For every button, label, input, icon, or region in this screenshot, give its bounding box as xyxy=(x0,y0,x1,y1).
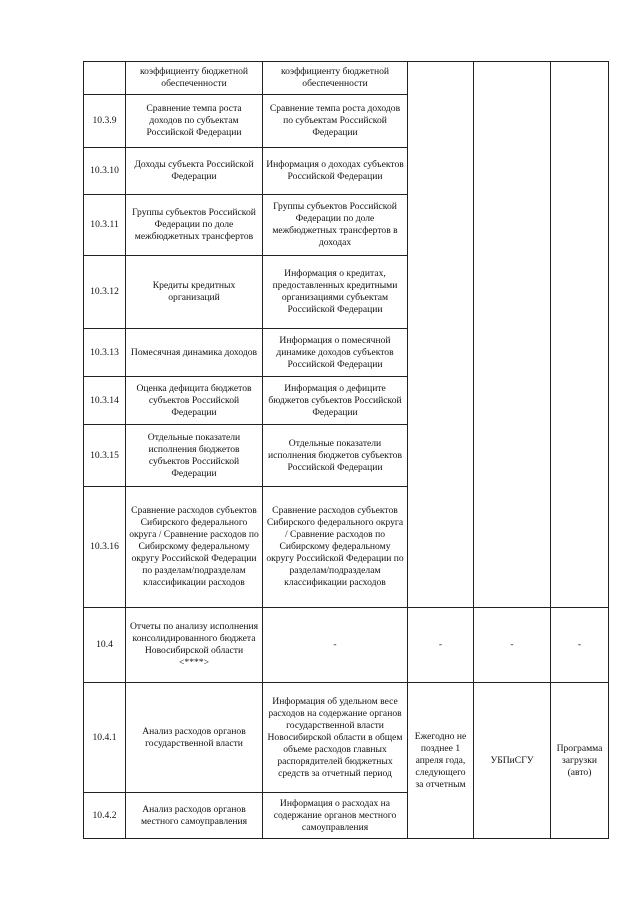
dept-cell: - xyxy=(474,608,551,683)
report-description: Информация о расходах на содержание органов местного самоуправления xyxy=(263,793,408,839)
report-name: Сравнение темпа роста доходов по субъектам Российской Федерации xyxy=(126,95,263,148)
period-cell: Ежегодно не позднее 1 апреля года, следующего за отчетным xyxy=(408,683,474,839)
table-row xyxy=(84,62,609,95)
report-description: Отдельные показатели исполнения бюджетов субъектов Российской Федерации xyxy=(263,425,408,487)
row-number: 10.3.10 xyxy=(84,148,126,195)
report-name: Сравнение расходов субъектов Сибирского федерального округа / Сравнение расходов по Сибирскому федеральному округу Российской Федерации по разделам/подразделам классификации расходов xyxy=(126,487,263,608)
report-description: Информация о кредитах, предоставленных кредитными организациями субъектам Российской Федерации xyxy=(263,256,408,329)
dept-cell-empty xyxy=(474,62,551,608)
report-description: Группы субъектов Российской Федерации по доле межбюджетных трансфертов в доходах xyxy=(263,195,408,256)
report-description: - xyxy=(263,608,408,683)
row-number: 10.4.2 xyxy=(84,793,126,839)
document-table xyxy=(83,61,609,839)
report-name: Доходы субъекта Российской Федерации xyxy=(126,148,263,195)
period-cell-empty xyxy=(408,62,474,608)
report-description: Информация о дефиците бюджетов субъектов Российской Федерации xyxy=(263,377,408,425)
report-description: Сравнение расходов субъектов Сибирского федерального округа / Сравнение расходов по Сибирскому федеральному округу Российской Федерации по разделам/подразделам классификации расходов xyxy=(263,487,408,608)
row-number: 10.4 xyxy=(84,608,126,683)
row-number: 10.3.16 xyxy=(84,487,126,608)
table-row-10-4-1 xyxy=(84,683,609,793)
row-number: 10.3.11 xyxy=(84,195,126,256)
report-name: Группы субъектов Российской Федерации по доле межбюджетных трансфертов xyxy=(126,195,263,256)
dept-cell: УБПиСГУ xyxy=(474,683,551,839)
period-cell: - xyxy=(408,608,474,683)
report-name: коэффициенту бюджетной обеспеченности xyxy=(126,62,263,95)
row-number: 10.3.12 xyxy=(84,256,126,329)
report-name: Помесячная динамика доходов xyxy=(126,329,263,377)
report-name: Анализ расходов органов местного самоуправления xyxy=(126,793,263,839)
row-number: 10.3.9 xyxy=(84,95,126,148)
report-name: Оценка дефицита бюджетов субъектов Российской Федерации xyxy=(126,377,263,425)
table-row-10-4 xyxy=(84,608,609,683)
report-name: Отдельные показатели исполнения бюджетов субъектов Российской Федерации xyxy=(126,425,263,487)
report-name: Анализ расходов органов государственной власти xyxy=(126,683,263,793)
report-description: коэффициенту бюджетной обеспеченности xyxy=(263,62,408,95)
method-cell: - xyxy=(551,608,609,683)
report-description: Информация о помесячной динамике доходов субъектов Российской Федерации xyxy=(263,329,408,377)
method-cell: Программа загрузки (авто) xyxy=(551,683,609,839)
row-number: 10.3.13 xyxy=(84,329,126,377)
row-number: 10.3.14 xyxy=(84,377,126,425)
method-cell-empty xyxy=(551,62,609,608)
row-number xyxy=(84,62,126,95)
report-description: Сравнение темпа роста доходов по субъектам Российской Федерации xyxy=(263,95,408,148)
row-number: 10.3.15 xyxy=(84,425,126,487)
report-description: Информация об удельном весе расходов на содержание органов государственной власти Новосибирской области в общем объеме расходов главных распорядителей бюджетных средств за отчетный период xyxy=(263,683,408,793)
report-description: Информация о доходах субъектов Российской Федерации xyxy=(263,148,408,195)
report-name: Кредиты кредитных организаций xyxy=(126,256,263,329)
row-number: 10.4.1 xyxy=(84,683,126,793)
report-name: Отчеты по анализу исполнения консолидированного бюджета Новосибирской области <****> xyxy=(126,608,263,683)
